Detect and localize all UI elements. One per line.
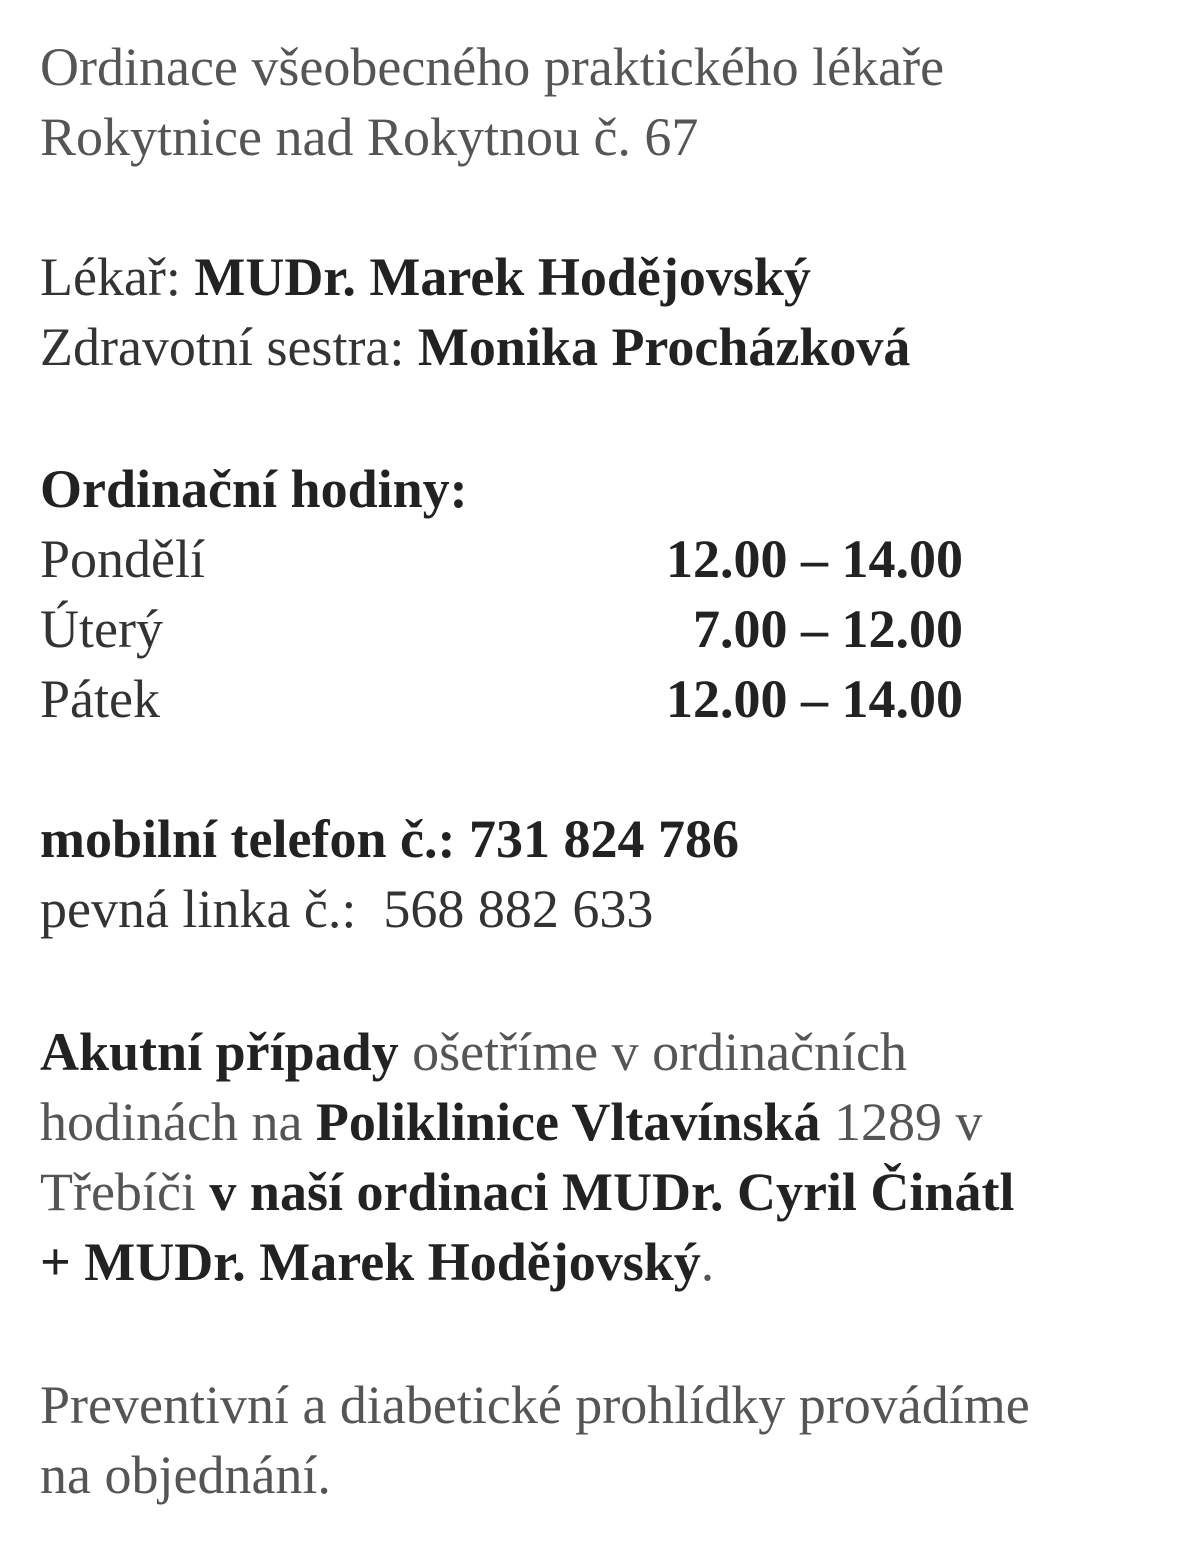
acute-line-2: hodinách na Poliklinice Vltavínská 1289 v: [40, 1092, 983, 1152]
landline-label: pevná linka č.:: [40, 879, 384, 939]
nurse-label: Zdravotní sestra:: [40, 317, 418, 377]
preventive-line-1: Preventivní a diabetické prohlídky provádíme: [40, 1375, 1030, 1435]
acute-line-3: Třebíči v naší ordinaci MUDr. Cyril Činátl: [40, 1162, 1015, 1222]
hours-day-monday: Pondělí: [40, 529, 206, 589]
nurse-line: [40, 317, 911, 377]
acute-line-1: Akutní případy ošetříme v ordinačních: [40, 1022, 907, 1082]
hours-time-tuesday: 7.00 – 12.00: [693, 599, 963, 659]
hours-day-friday: Pátek: [40, 669, 160, 729]
mobile-label: mobilní telefon č.:: [40, 809, 469, 869]
landline-line: [40, 879, 654, 939]
mobile-line: [40, 809, 739, 869]
header-line-1: Ordinace všeobecného praktického lékaře: [40, 37, 945, 97]
acute-line-4: + MUDr. Marek Hodějovský.: [40, 1232, 715, 1292]
doctor-label: Lékař:: [40, 247, 195, 307]
hours-time-friday: 12.00 – 14.00: [666, 669, 963, 729]
mobile-number: 731 824 786: [468, 809, 739, 869]
hours-time-monday: 12.00 – 14.00: [666, 529, 963, 589]
landline-number: 568 882 633: [383, 879, 654, 939]
nurse-name: Monika Procházková: [417, 317, 911, 377]
preventive-line-2: na objednání.: [40, 1445, 331, 1505]
hours-title: Ordinační hodiny:: [40, 459, 468, 519]
doctor-line: [40, 247, 811, 307]
header-line-2: Rokytnice nad Rokytnou č. 67: [40, 107, 699, 167]
doctor-name: MUDr. Marek Hodějovský: [194, 247, 811, 307]
hours-day-tuesday: Úterý: [40, 599, 163, 659]
